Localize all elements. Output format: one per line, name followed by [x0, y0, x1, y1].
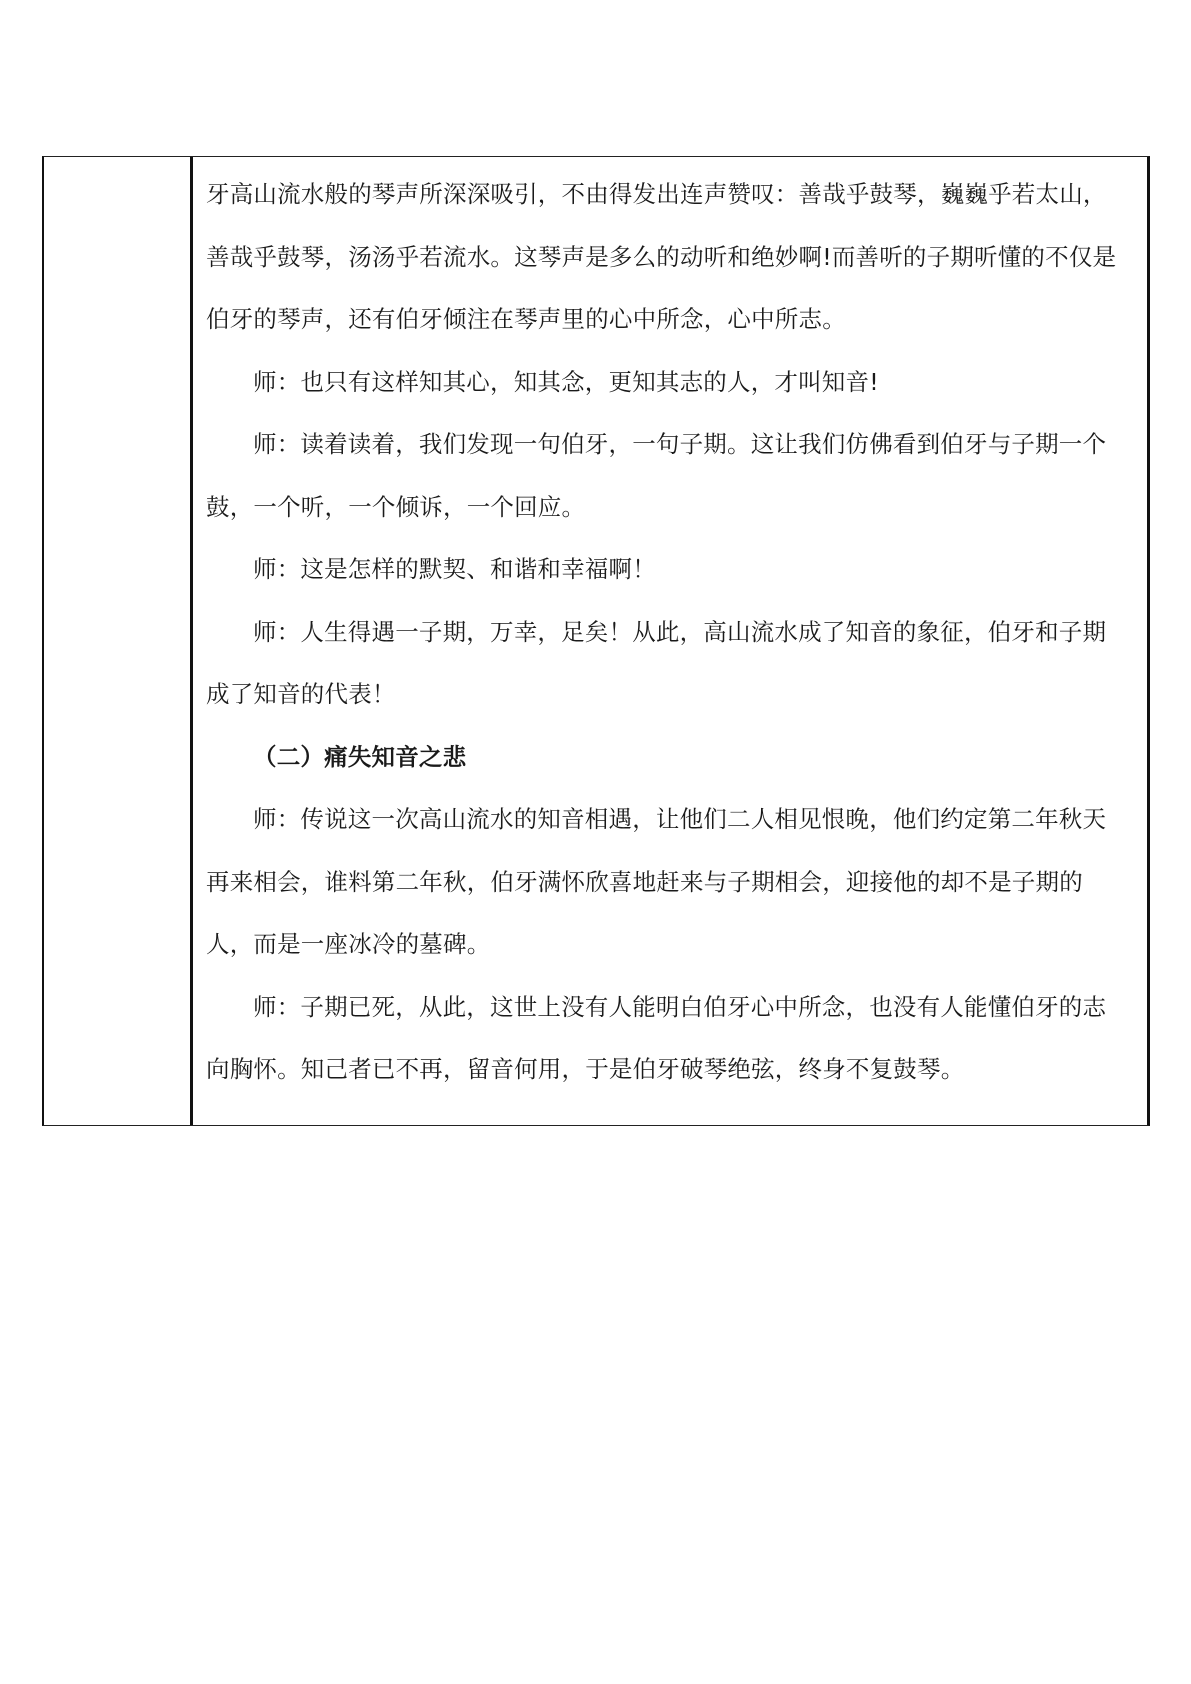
text-line: 鼓，一个听，一个倾诉，一个回应。 [206, 492, 586, 521]
text-line: 再来相会，谁料第二年秋，伯牙满怀欣喜地赶来与子期相会，迎接他的却不是子期的 [206, 867, 1083, 896]
teacher-paragraph: 师：传说这一次高山流水的知音相遇，让他们二人相见恨晚，他们约定第二年秋天 [253, 805, 1107, 833]
table-left-cell [44, 157, 193, 1125]
text-line: 向胸怀。知己者已不再，留音何用，于是伯牙破琴绝弦，终身不复鼓琴。 [206, 1055, 965, 1083]
lesson-table [42, 156, 1150, 1126]
teacher-paragraph: 师：人生得遇一子期，万幸，足矣！从此，高山流水成了知音的象征，伯牙和子期 [253, 617, 1107, 646]
text-line: 伯牙的琴声，还有伯牙倾注在琴声里的心中所念，心中所志。 [206, 305, 846, 333]
text-line: 人，而是一座冰冷的墓碑。 [206, 930, 491, 958]
teacher-paragraph: 师：这是怎样的默契、和谐和幸福啊！ [253, 555, 656, 583]
text-line: 牙高山流水般的琴声所深深吸引，不由得发出连声赞叹：善哉乎鼓琴，巍巍乎若太山， [206, 180, 1107, 208]
teacher-paragraph: 师：读着读着，我们发现一句伯牙，一句子期。这让我们仿佛看到伯牙与子期一个 [253, 430, 1107, 458]
teacher-paragraph: 师：子期已死，从此，这世上没有人能明白伯牙心中所念，也没有人能懂伯牙的志 [253, 992, 1107, 1021]
text-line: 成了知音的代表！ [206, 680, 396, 708]
table-content-cell [206, 157, 1186, 1125]
teacher-paragraph: 师：也只有这样知其心，知其念，更知其志的人，才叫知音! [253, 367, 879, 396]
text-line: 善哉乎鼓琴，汤汤乎若流水。这琴声是多么的动听和绝妙啊!而善听的子期听懂的不仅是 [206, 242, 1117, 271]
section-heading: （二）痛失知音之悲 [253, 742, 467, 771]
